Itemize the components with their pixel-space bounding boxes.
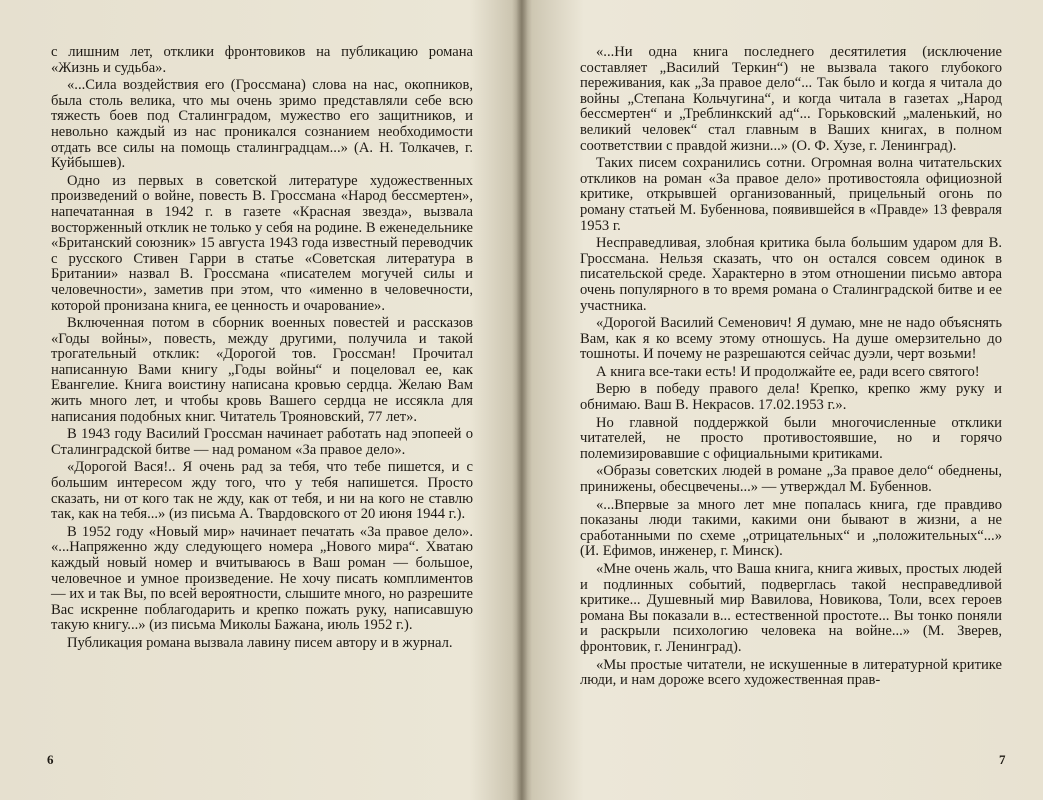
paragraph: А книга все-таки есть! И продолжайте ее, ради всего святого! [596, 363, 980, 380]
page-number: 7 [999, 752, 1006, 767]
paragraph: «...Сила воздействия его (Гроссмана) слова на нас, окопников, была столь велика, что мы очень зримо представляли себе всю тяжесть боев под Сталинградом, мужество его защитников, и невольно каждый из нас проникался сознанием необходимости отдать все силы на помощь сталинградцам...» (А. Н. Толкачев, г. Куйбышев). [51, 77, 473, 172]
paragraph: «Дорогой Вася!.. Я очень рад за тебя, что тебе пишется, и с большим интересом жду того, что у тебя напишется. Просто сказать, ни от кого так не жду, как от тебя, и ни на кого не ставлю так, как на тебя...» (из письма А. Твардовского от 20 июня 1944 г.). [51, 459, 473, 523]
page-number: 6 [47, 752, 54, 767]
paragraph: «Мы простые читатели, не искушенные в литературной критике люди, и нам дороже всего художественная прав- [580, 656, 1002, 689]
paragraph: Верю в победу правого дела! Крепко, крепко жму руку и обнимаю. Ваш В. Некрасов. 17.02.1953 г.». [580, 381, 1002, 414]
paragraph: Одно из первых в советской литературе художественных произведений о войне, повесть В. Гроссмана «Народ бессмертен», напечатанная в 1942 г. в газете «Красная звезда», вызвала восторженный отклик не только у себя на родине. В еженедельнике «Британский союзник» 15 августа 1943 года известный переводчик с русского Стивен Гарри в статье «Советская литература в Британии» назвал В. Гроссмана «писателем могучей силы и человечности», заметив при этом, что «именно в человечности, которой пронизана книга, ее ценность и очарование». [51, 172, 473, 314]
paragraph: В 1943 году Василий Гроссман начинает работать над эпопеей о Сталинградской битве — над романом «За правое дело». [51, 426, 473, 458]
paragraph: Таких писем сохранились сотни. Огромная волна читательских откликов на роман «За правое дело» противостояла официозной критике, открывшей организованный, прицельный огонь по роману статьей М. Бубеннова, появившейся в «Правде» 13 февраля 1953 г. [580, 155, 1002, 234]
left-page [0, 0, 520, 800]
right-page-text [580, 45, 1002, 691]
paragraph: Но главной поддержкой были многочисленные отклики читателей, не просто противостоявшие, но и горячо полемизировавшие с официальными критиками. [580, 414, 1002, 462]
paragraph: Несправедливая, злобная критика была большим ударом для В. Гроссмана. Нельзя сказать, что он остался совсем одинок в писательской среде. Характерно в этом отношении письмо автора очень популярного в то время романа о Сталинградской битве и ее участника. [580, 235, 1002, 314]
left-page-text [51, 45, 473, 654]
paragraph: «...Ни одна книга последнего десятилетия (исключение составляет „Василий Теркин“) не вызвала такого глубокого переживания, как „За правое дело“... Так было и когда я читала до войны „Степана Кольчугина“, и когда читала в газетах „Народ бессмертен“ и „Треблинкский ад“... Горьковский „маленький, но великий человек“ стал главным в Ваших книгах, в полном соответствии с правдой жизни...» (О. Ф. Хузе, г. Ленинград). [580, 44, 1002, 154]
paragraph: «Образы советских людей в романе „За правое дело“ обеднены, принижены, обесцвечены...» — утверждал М. Бубеннов. [580, 463, 1002, 496]
paragraph: Включенная потом в сборник военных повестей и рассказов «Годы войны», повесть, между другими, получила и такой трогательный отклик: «Дорогой тов. Гроссман! Прочитал написанную Вами книгу „Годы войны“ и поцеловал ее, как Евангелие. Книга воистину написана кровью сердца. Желаю Вам жить много лет, и чтобы кровь Вашего сердца не иссякла для написания подобных книг. Читатель Трояновский, 77 лет». [51, 315, 473, 425]
paragraph: с лишним лет, отклики фронтовиков на публикацию романа «Жизнь и судьба». [51, 44, 473, 76]
right-page [522, 0, 1043, 800]
paragraph: «...Впервые за много лет мне попалась книга, где правдиво показаны люди такими, какими они бывают в жизни, а не сработанными по схеме „отрицательных“ и „положительных“...» (И. Ефимов, инженер, г. Минск). [580, 496, 1002, 560]
paragraph: В 1952 году «Новый мир» начинает печатать «За правое дело». «...Напряженно жду следующего номера „Нового мира“. Хватаю каждый новый номер и вчитываюсь в Ваш роман — большое, человечное и умное произведение. Не хочу писать комплиментов — их и так Вы, по всей вероятности, слышите много, но разрешите Вас искренне поблагодарить и крепко пожать руку, написавшую такую книгу...» (из письма Миколы Бажана, июль 1952 г.). [51, 523, 473, 634]
paragraph: Публикация романа вызвала лавину писем автору и в журнал. [67, 634, 453, 651]
paragraph: «Дорогой Василий Семенович! Я думаю, мне не надо объяснять Вам, как я ко всему этому отношусь. На душе омерзительно до тошноты. И почему не разрешаются сейчас дуэли, черт возьми! [580, 315, 1002, 363]
paragraph: «Мне очень жаль, что Ваша книга, книга живых, простых людей и подлинных событий, подверглась такой несправедливой критике... Душевный мир Вавилова, Новикова, Толи, всех героев романа Вы показали в... естественной простоте... Вы тонко поняли и раскрыли психологию человека на войне...» (М. Зверев, фронтовик, г. Ленинград). [580, 561, 1002, 655]
